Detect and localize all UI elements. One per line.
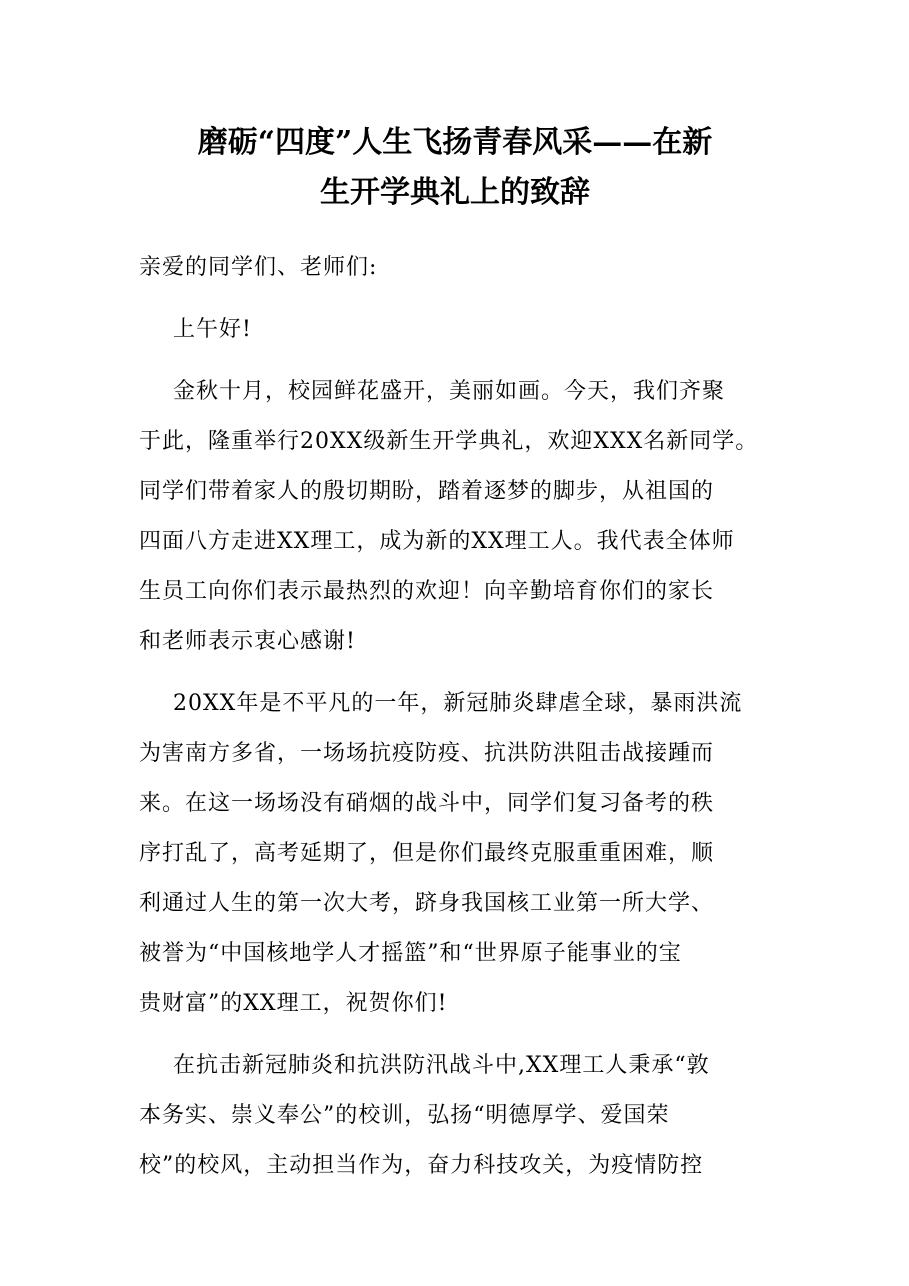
paragraph-line: 在抗击新冠肺炎和抗洪防汛战斗中,XX理工人秉承“敦: [173, 1053, 710, 1078]
paragraph-line: 被誉为“中国核地学人才摇篮”和“世界原子能事业的宝: [139, 941, 682, 966]
paragraph-2: [139, 679, 799, 1029]
paragraph-line: 生员工向你们表示最热烈的欢迎！向辛勤培育你们的家长: [139, 579, 715, 604]
title-line: 磨砺“四度”人生飞扬青春风采——在新: [197, 125, 713, 160]
paragraph-3: [139, 1041, 799, 1191]
paragraph-line: 金秋十月，校园鲜花盛开，美丽如画。今天，我们齐聚: [173, 379, 726, 404]
paragraph-line: 四面八方走进XX理工，成为新的XX理工人。我代表全体师: [139, 529, 735, 554]
paragraph-line: 为害南方多省，一场场抗疫防疫、抗洪防洪阻击战接踵而: [139, 741, 715, 766]
paragraph-line: 利通过人生的第一次大考，跻身我国核工业第一所大学、: [139, 891, 715, 916]
paragraph-line: 本务实、崇义奉公”的校训，弘扬“明德厚学、爱国荣: [139, 1103, 670, 1128]
paragraph-line: 于此，隆重举行20XX级新生开学典礼，欢迎XXX名新同学。: [139, 429, 759, 454]
paragraph-line: 序打乱了，高考延期了，但是你们最终克服重重困难，顺: [139, 841, 715, 866]
greeting: [139, 305, 799, 355]
salutation-text: 亲爱的同学们、老师们:: [139, 255, 378, 280]
paragraph-line: 来。在这一场场没有硝烟的战斗中，同学们复习备考的秩: [139, 791, 715, 816]
paragraph-line: 校”的校风，主动担当作为，奋力科技攻关，为疫情防控: [139, 1153, 704, 1178]
paragraph-line: 贵财富”的XX理工，祝贺你们!: [139, 991, 448, 1016]
paragraph-line: 和老师表示衷心感谢!: [139, 629, 356, 654]
paragraph-line: 同学们带着家人的殷切期盼，踏着逐梦的脚步，从祖国的: [139, 479, 715, 504]
greeting-text: 上午好!: [173, 317, 252, 342]
salutation: [139, 243, 799, 293]
paragraph-line: 20XX年是不平凡的一年，新冠肺炎肆虐全球，暴雨洪流: [173, 691, 743, 716]
document-body: [139, 243, 799, 1191]
paragraph-1: [139, 367, 799, 667]
document-title: [120, 118, 790, 218]
title-line: 生开学典礼上的致辞: [320, 175, 590, 210]
